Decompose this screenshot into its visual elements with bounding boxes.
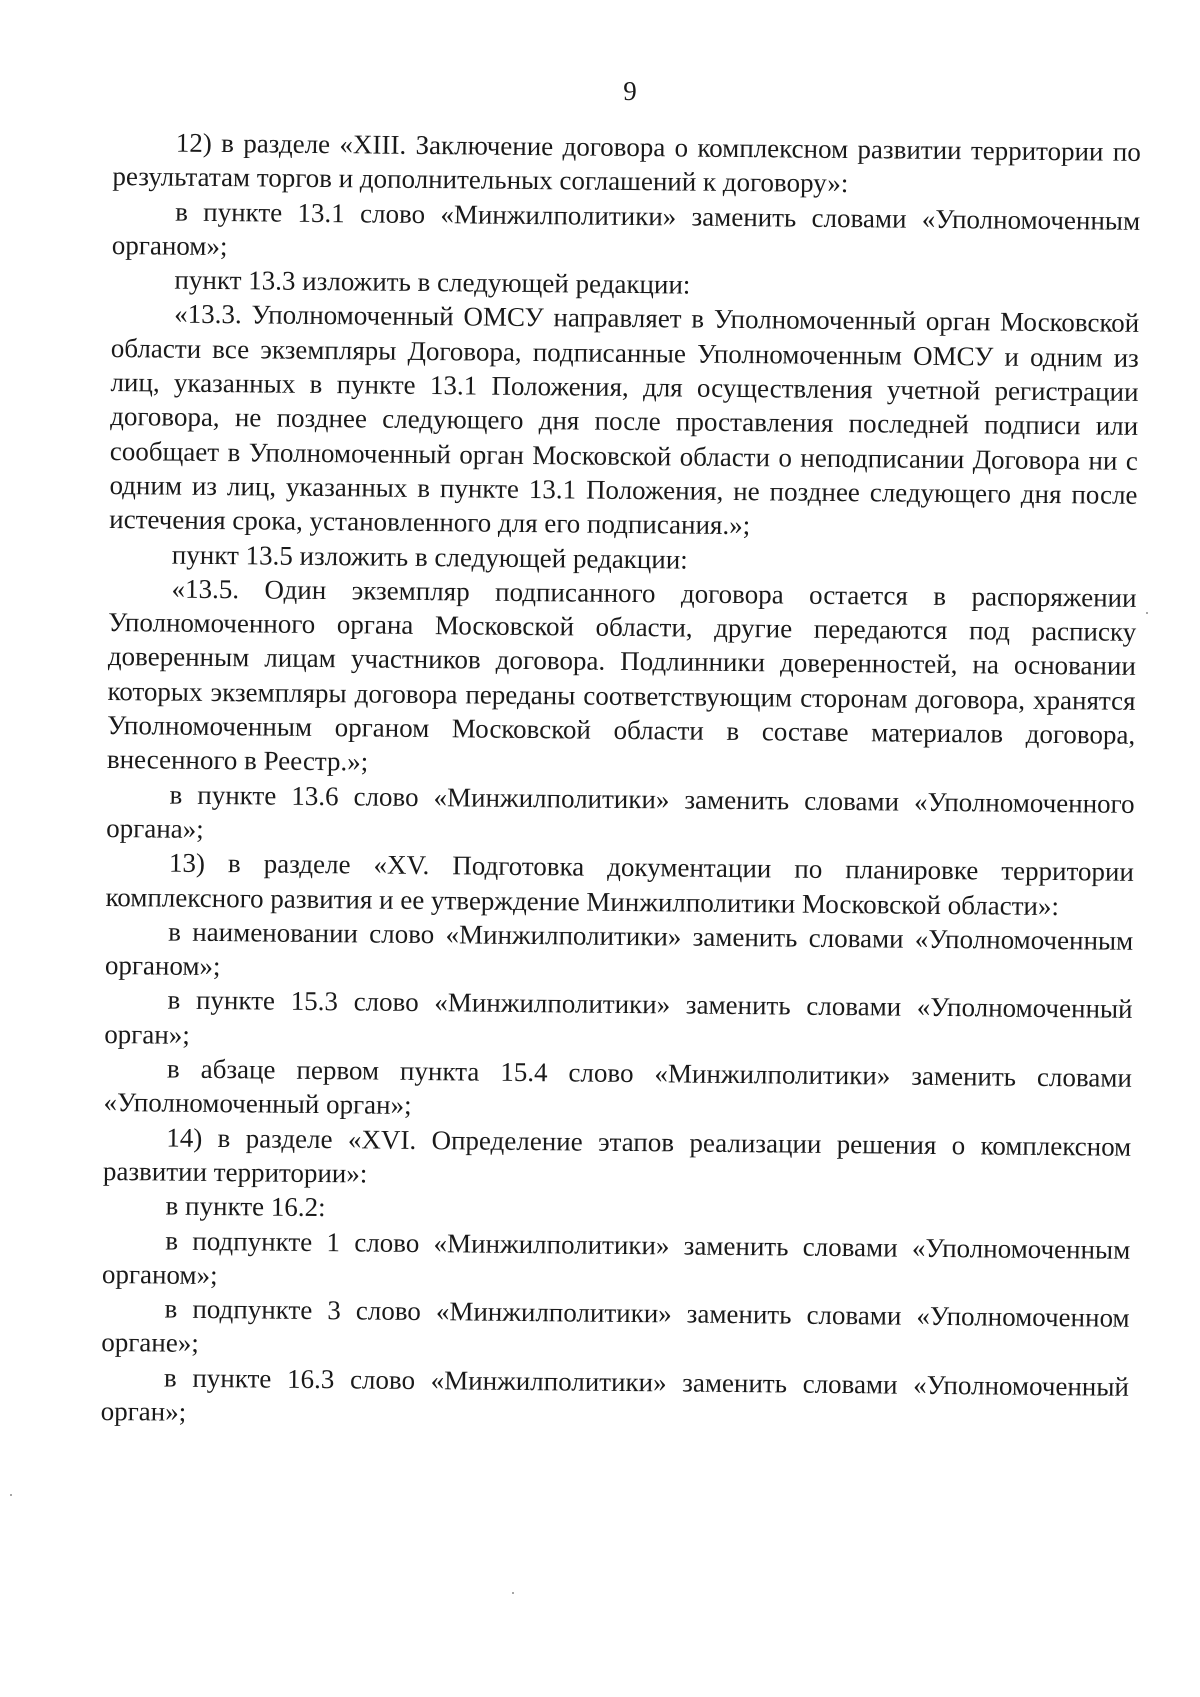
paragraph-section-15-title: в наименовании слово «Минжилполитики» заменить словами «Уполномоченным органом»; [104,916,1134,982]
paragraph-item-16-2-intro: в пункте 16.2: [165,1190,326,1223]
paragraph-item-13-3-intro: пункт 13.3 изложить в следующей редакции: [174,264,691,300]
paragraph-item-13-5-text: «13.5. Один экземпляр подписанного договора остается в распоряжении Уполномоченного органа Московской области, другие передаются под расписку доверенным лицам участников договора. Подлинники доверенностей, на основании которых экземпляры договора переданы соответствующим сторонам договора, хранятся Уполномоченным органом Московской области в составе материалов договора, внесенного в Реестр.»; [106,573,1137,777]
page-number: 9 [623,76,637,106]
paragraph-item-13-6: в пункте 13.6 слово «Минжилполитики» заменить словами «Уполномоченного органа»; [106,779,1135,844]
scan-speck [10,1494,12,1496]
paragraph-item-13-1: в пункте 13.1 слово «Минжилполитики» заменить словами «Уполномоченным органом»; [111,196,1141,261]
scan-speck [512,1592,514,1594]
paragraph-item-13-3-text: «13.3. Уполномоченный ОМСУ направляет в Уполномоченный орган Московской области все экземпляры Договора, подписанные Уполномоченным ОМСУ и одним из лиц, указанных в пункте 13.1 Положения, для осуществления учетной регистрации договора, не позднее следующего дня после проставления последней подписи или сообщает в Уполномоченный орган Московской области о неподписании Договора ни с одним из лиц, указанных в пункте 13.1 Положения, не позднее следующего дня после истечения срока, установленного для его подписания.»; [109,299,1140,541]
paragraph-item-13-5-intro: пункт 13.5 изложить в следующей редакции: [171,539,688,575]
paragraph-item-15-4: в абзаце первом пункта 15.4 слово «Минжилполитики» заменить словами «Уполномоченный орган»; [103,1053,1133,1121]
paragraph-section-14: 14) в разделе «XVI. Определение этапов реализации решения о комплексном развитии территории»: [102,1122,1132,1189]
document-body [100,125,1140,1438]
paragraph-item-16-3: в пункте 16.3 слово «Минжилполитики» заменить словами «Уполномоченный орган»; [100,1362,1130,1427]
paragraph-section-13: 13) в разделе «XV. Подготовка документации по планировке территории комплексного развития и ее утверждение Минжилполитики Московской области»: [105,847,1135,921]
paragraph-item-16-2-sub3: в подпункте 3 слово «Минжилполитики» заменить словами «Уполномоченном органе»; [101,1293,1130,1359]
paragraph-section-12: 12) в разделе «XIII. Заключение договора о комплексном развитии территории по результатам торгов и дополнительных соглашений к договору»: [112,127,1141,199]
scan-speck [1146,612,1148,614]
paragraph-item-15-3: в пункте 15.3 слово «Минжилполитики» заменить словами «Уполномоченный орган»; [104,984,1133,1050]
paragraph-item-16-2-sub1: в подпункте 1 слово «Минжилполитики» заменить словами «Уполномоченным органом»; [101,1225,1131,1290]
